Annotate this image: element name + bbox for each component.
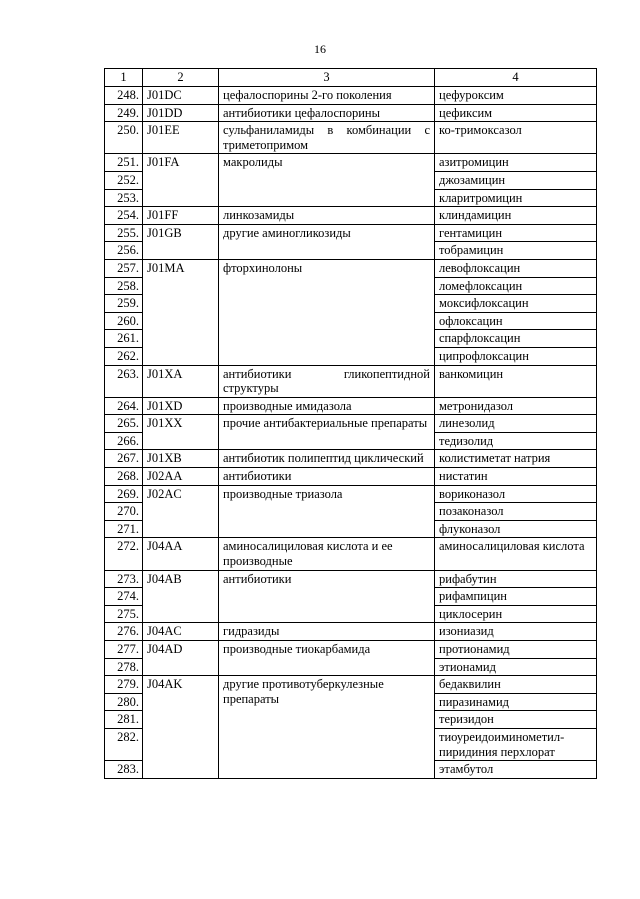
pharmacological-group: макролиды bbox=[219, 154, 435, 207]
drug-name: офлоксацин bbox=[435, 312, 597, 330]
table-row bbox=[105, 224, 597, 242]
table-row bbox=[105, 676, 597, 694]
pharmacological-group: цефалоспорины 2-го поколения bbox=[219, 87, 435, 105]
drug-name: тедизолид bbox=[435, 432, 597, 450]
row-number: 272. bbox=[105, 538, 143, 570]
drug-name: гентамицин bbox=[435, 224, 597, 242]
pharmacological-group: аминосалициловая кислота и ее производные bbox=[219, 538, 435, 570]
row-number: 255. bbox=[105, 224, 143, 242]
drug-name: ко-тримоксазол bbox=[435, 122, 597, 154]
atc-code: J01GB bbox=[143, 224, 219, 259]
atc-code: J04AA bbox=[143, 538, 219, 570]
row-number: 276. bbox=[105, 623, 143, 641]
row-number: 269. bbox=[105, 485, 143, 503]
drug-name: этамбутол bbox=[435, 761, 597, 779]
column-header-drug: 4 bbox=[435, 69, 597, 87]
drug-name: цефуроксим bbox=[435, 87, 597, 105]
pharmacological-group: производные триазола bbox=[219, 485, 435, 538]
atc-code: J01XX bbox=[143, 415, 219, 450]
drug-name: пиразинамид bbox=[435, 693, 597, 711]
drug-name: этионамид bbox=[435, 658, 597, 676]
row-number: 270. bbox=[105, 503, 143, 521]
row-number: 278. bbox=[105, 658, 143, 676]
atc-code: J01DC bbox=[143, 87, 219, 105]
row-number: 264. bbox=[105, 397, 143, 415]
row-number: 268. bbox=[105, 468, 143, 486]
drug-name: рифампицин bbox=[435, 588, 597, 606]
drug-name: моксифлоксацин bbox=[435, 295, 597, 313]
row-number: 279. bbox=[105, 676, 143, 694]
drug-name: протионамид bbox=[435, 641, 597, 659]
atc-code: J01FF bbox=[143, 207, 219, 225]
row-number: 281. bbox=[105, 711, 143, 729]
table-row bbox=[105, 207, 597, 225]
row-number: 261. bbox=[105, 330, 143, 348]
column-header-code: 2 bbox=[143, 69, 219, 87]
drug-name: левофлоксацин bbox=[435, 259, 597, 277]
drug-name: изониазид bbox=[435, 623, 597, 641]
row-number: 258. bbox=[105, 277, 143, 295]
atc-code: J02AA bbox=[143, 468, 219, 486]
row-number: 260. bbox=[105, 312, 143, 330]
pharmacological-group: фторхинолоны bbox=[219, 259, 435, 365]
row-number: 277. bbox=[105, 641, 143, 659]
pharmacological-group: антибиотики цефалоспорины bbox=[219, 104, 435, 122]
drug-name: метронидазол bbox=[435, 397, 597, 415]
row-number: 266. bbox=[105, 432, 143, 450]
table-header-row bbox=[105, 69, 597, 87]
row-number: 252. bbox=[105, 171, 143, 189]
drug-name: ванкомицин bbox=[435, 365, 597, 397]
page-number: 16 bbox=[314, 42, 326, 56]
table-row bbox=[105, 259, 597, 277]
table-row bbox=[105, 87, 597, 105]
drug-name: циклосерин bbox=[435, 605, 597, 623]
table-row bbox=[105, 538, 597, 570]
atc-code: J01DD bbox=[143, 104, 219, 122]
atc-code: J01MA bbox=[143, 259, 219, 365]
row-number: 250. bbox=[105, 122, 143, 154]
drug-name: тиоуреидоиминометил-пиридиния перхлорат bbox=[435, 728, 597, 760]
drug-name: флуконазол bbox=[435, 520, 597, 538]
drug-name: бедаквилин bbox=[435, 676, 597, 694]
row-number: 274. bbox=[105, 588, 143, 606]
pharmacological-group: другие аминогликозиды bbox=[219, 224, 435, 259]
atc-code: J04AD bbox=[143, 641, 219, 676]
table-row bbox=[105, 104, 597, 122]
drug-name: теризидон bbox=[435, 711, 597, 729]
row-number: 263. bbox=[105, 365, 143, 397]
drug-name: спарфлоксацин bbox=[435, 330, 597, 348]
drug-name: позаконазол bbox=[435, 503, 597, 521]
atc-code: J04AK bbox=[143, 676, 219, 779]
atc-code: J01EE bbox=[143, 122, 219, 154]
pharmacological-group: гидразиды bbox=[219, 623, 435, 641]
table-row bbox=[105, 365, 597, 397]
drug-name: ципрофлоксацин bbox=[435, 347, 597, 365]
row-number: 256. bbox=[105, 242, 143, 260]
row-number: 267. bbox=[105, 450, 143, 468]
row-number: 248. bbox=[105, 87, 143, 105]
table-row bbox=[105, 570, 597, 588]
pharmacological-group: антибиотики bbox=[219, 468, 435, 486]
row-number: 254. bbox=[105, 207, 143, 225]
row-number: 271. bbox=[105, 520, 143, 538]
pharmacological-group: производные имидазола bbox=[219, 397, 435, 415]
row-number: 273. bbox=[105, 570, 143, 588]
drug-name: клиндамицин bbox=[435, 207, 597, 225]
atc-code: J01XD bbox=[143, 397, 219, 415]
drug-name: линезолид bbox=[435, 415, 597, 433]
drug-name: нистатин bbox=[435, 468, 597, 486]
atc-code: J04AB bbox=[143, 570, 219, 623]
atc-code: J04AC bbox=[143, 623, 219, 641]
row-number: 265. bbox=[105, 415, 143, 433]
pharmacological-group: производные тиокарбамида bbox=[219, 641, 435, 676]
drug-name: ломефлоксацин bbox=[435, 277, 597, 295]
drug-name: тобрамицин bbox=[435, 242, 597, 260]
row-number: 262. bbox=[105, 347, 143, 365]
row-number: 275. bbox=[105, 605, 143, 623]
pharmacological-group: сульфаниламиды в комбинации с триметопримом bbox=[219, 122, 435, 154]
drug-name: азитромицин bbox=[435, 154, 597, 172]
drug-name: джозамицин bbox=[435, 171, 597, 189]
atc-code: J01XB bbox=[143, 450, 219, 468]
column-header-group: 3 bbox=[219, 69, 435, 87]
drug-name: рифабутин bbox=[435, 570, 597, 588]
table-row bbox=[105, 122, 597, 154]
pharmacological-group: антибиотики гликопептидной структуры bbox=[219, 365, 435, 397]
atc-code: J01XA bbox=[143, 365, 219, 397]
row-number: 280. bbox=[105, 693, 143, 711]
row-number: 282. bbox=[105, 728, 143, 760]
table-row bbox=[105, 397, 597, 415]
drug-name: аминосалициловая кислота bbox=[435, 538, 597, 570]
row-number: 283. bbox=[105, 761, 143, 779]
atc-code: J01FA bbox=[143, 154, 219, 207]
atc-code: J02AC bbox=[143, 485, 219, 538]
pharmacological-group: антибиотики bbox=[219, 570, 435, 623]
pharmacological-group: другие противотуберкулезные препараты bbox=[219, 676, 435, 779]
row-number: 251. bbox=[105, 154, 143, 172]
table-row bbox=[105, 641, 597, 659]
table-row bbox=[105, 485, 597, 503]
pharmacological-group: прочие антибактериальные препараты bbox=[219, 415, 435, 450]
table-row bbox=[105, 415, 597, 433]
row-number: 253. bbox=[105, 189, 143, 207]
table-row bbox=[105, 154, 597, 172]
drug-name: вориконазол bbox=[435, 485, 597, 503]
drug-name: кларитромицин bbox=[435, 189, 597, 207]
drug-name: цефиксим bbox=[435, 104, 597, 122]
drug-name: колистиметат натрия bbox=[435, 450, 597, 468]
row-number: 257. bbox=[105, 259, 143, 277]
table-row bbox=[105, 623, 597, 641]
pharmacological-group: антибиотик полипептид циклический bbox=[219, 450, 435, 468]
pharmacological-group: линкозамиды bbox=[219, 207, 435, 225]
drug-table bbox=[104, 68, 597, 779]
row-number: 249. bbox=[105, 104, 143, 122]
table-row bbox=[105, 468, 597, 486]
row-number: 259. bbox=[105, 295, 143, 313]
table-row bbox=[105, 450, 597, 468]
column-header-number: 1 bbox=[105, 69, 143, 87]
